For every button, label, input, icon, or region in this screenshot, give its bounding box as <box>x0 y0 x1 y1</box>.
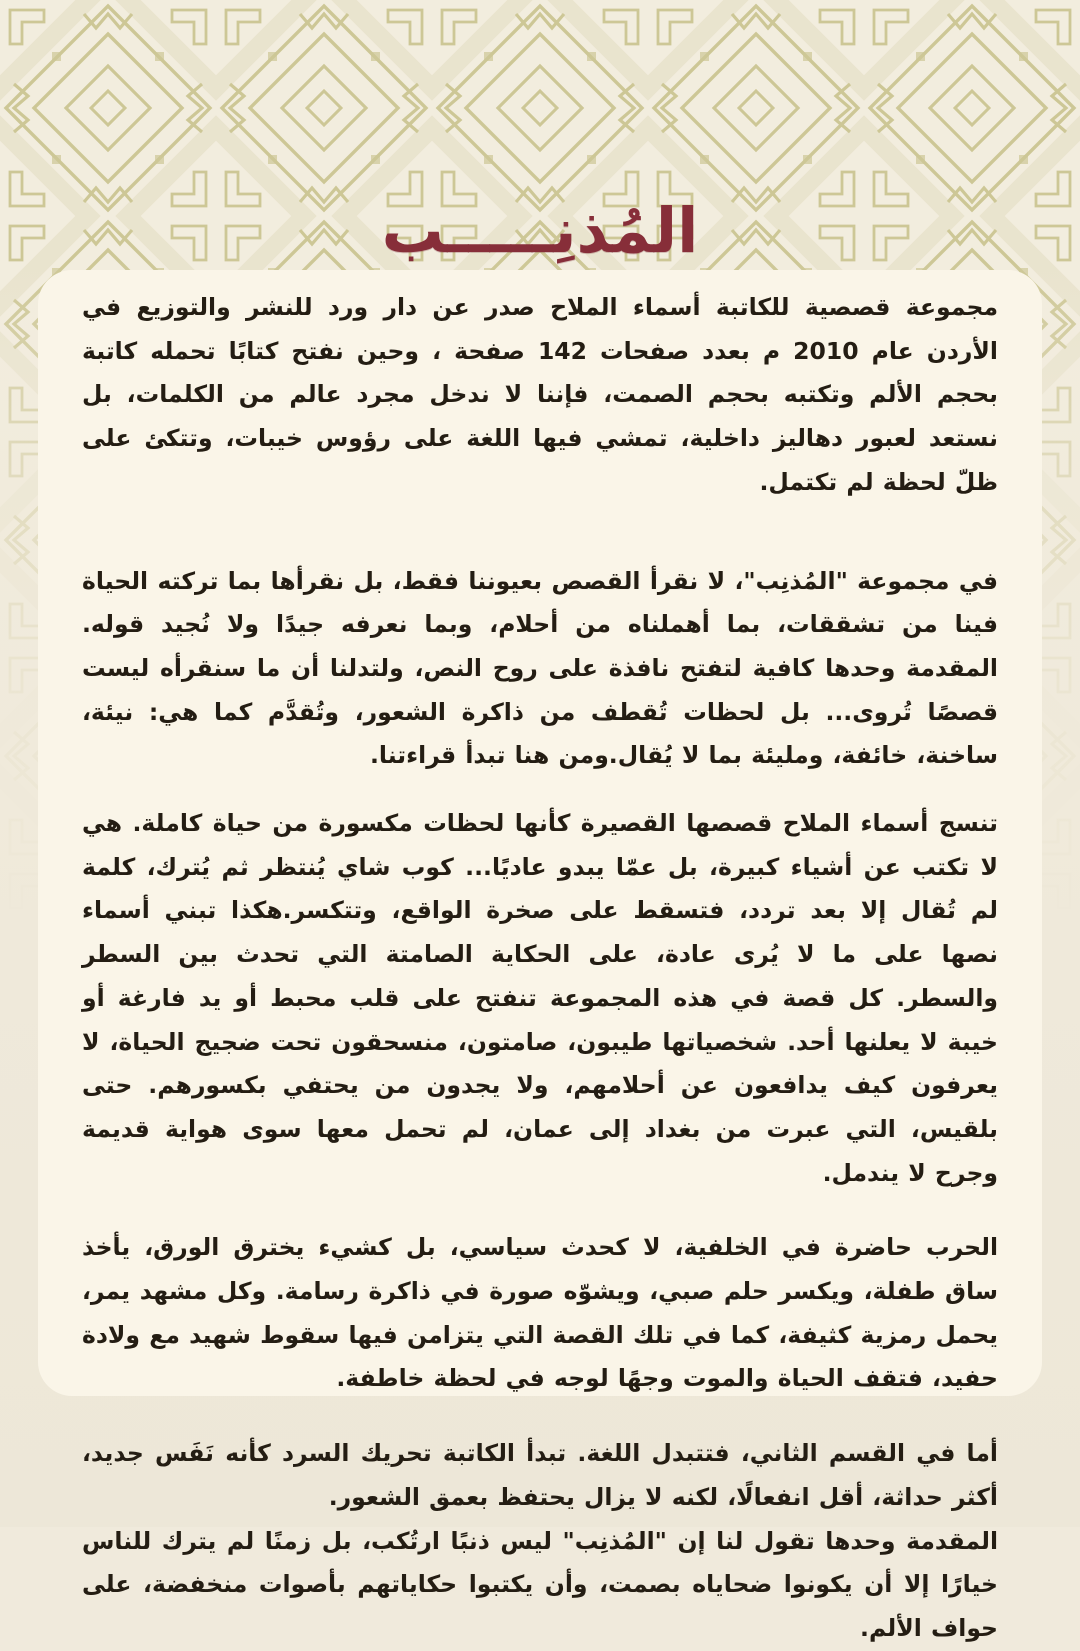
content-panel <box>38 270 1042 1642</box>
paragraph-stories: تنسج أسماء الملاح قصصها القصيرة كأنها لحظات مكسورة من حياة كاملة. هي لا تكتب عن أشياء كبيرة، بل عمّا يبدو عاديًا... كوب شاي يُنتظر ثم يُترك، كلمة لم تُقال إلا بعد تردد، فتسقط على صخرة الواقع، وتتكسر.هكذا تبني أسماء نصها على ما لا يُرى عادة، على الحكاية الصامتة التي تحدث بين السطر والسطر. كل قصة في هذه المجموعة تنفتح على قلب محبط أو يد فارغة أو خيبة لا يعلنها أحد. شخصياتها طيبون، صامتون، منسحقون تحت ضجيج الحياة، لا يعرفون كيف يدافعون عن أحلامهم، ولا يجدون من يحتفي بكسورهم. حتى بلقيس، التي عبرت من بغداد إلى عمان، لم تحمل معها سوى هواية قديمة وجرح لا يندمل. <box>82 809 998 1187</box>
review-text <box>82 286 998 1651</box>
paragraph-conclusion: المقدمة وحدها تقول لنا إن "المُذنِب" ليس ذنبًا ارتُكب، بل زمنًا لم يترك للناس خيارًا إلا أن يكونوا ضحاياه بصمت، وأن يكتبوا حكاياتهم بأصوات منخفضة، على حواف الألم. <box>82 1526 998 1642</box>
paragraph-war: الحرب حاضرة في الخلفية، لا كحدث سياسي، بل كشيء يخترق الورق، يأخذ ساق طفلة، ويكسر حلم صبي، ويشوّه صورة في ذاكرة رسامة. وكل مشهد يمر، يحمل رمزية كثيفة، كما في تلك القصة التي يتزامن فيها سقوط شهيد مع ولادة حفيد، فتقف الحياة والموت وجهًا لوجه في لحظة خاطفة. <box>82 1233 998 1393</box>
paragraph-intro: مجموعة قصصية للكاتبة أسماء الملاح صدر عن دار ورد للنشر والتوزيع في الأردن عام 2010 م بعدد صفحات 142 صفحة ، وحين نفتح كتابًا تحمله كاتبة بحجم الألم وتكتبه بحجم الصمت، فإننا لا ندخل مجرد عالم من الكلمات، بل نستعد لعبور دهاليز داخلية، تمشي فيها اللغة على رؤوس خيبات، وتتكئ على ظلّ لحظة لم تكتمل. <box>82 293 998 496</box>
paragraph-reading: في مجموعة "المُذنِب"، لا نقرأ القصص بعيوننا فقط، بل نقرأها بما تركته الحياة فينا من تشققات، بما أهملناه من أحلام، وبما نعرفه جيدًا ولا نُجيد قوله. المقدمة وحدها كافية لتفتح نافذة على روح النص، ولتدلنا أن ما سنقرأه ليست قصصًا تُروى... بل لحظات تُقطف من ذاكرة الشعور، وتُقدَّم كما هي: نيئة، ساخنة، خائفة، ومليئة بما لا يُقال.ومن هنا تبدأ قراءتنا. <box>82 566 998 770</box>
page-title: المُذنِـــــب <box>381 193 699 267</box>
paragraph-second-part: أما في القسم الثاني، فتتبدل اللغة. تبدأ الكاتبة تحريك السرد كأنه نَفَس جديد، أكثر حداثة، أقل انفعالًا، لكنه لا يزال يحتفظ بعمق الشعور. <box>82 1439 998 1511</box>
